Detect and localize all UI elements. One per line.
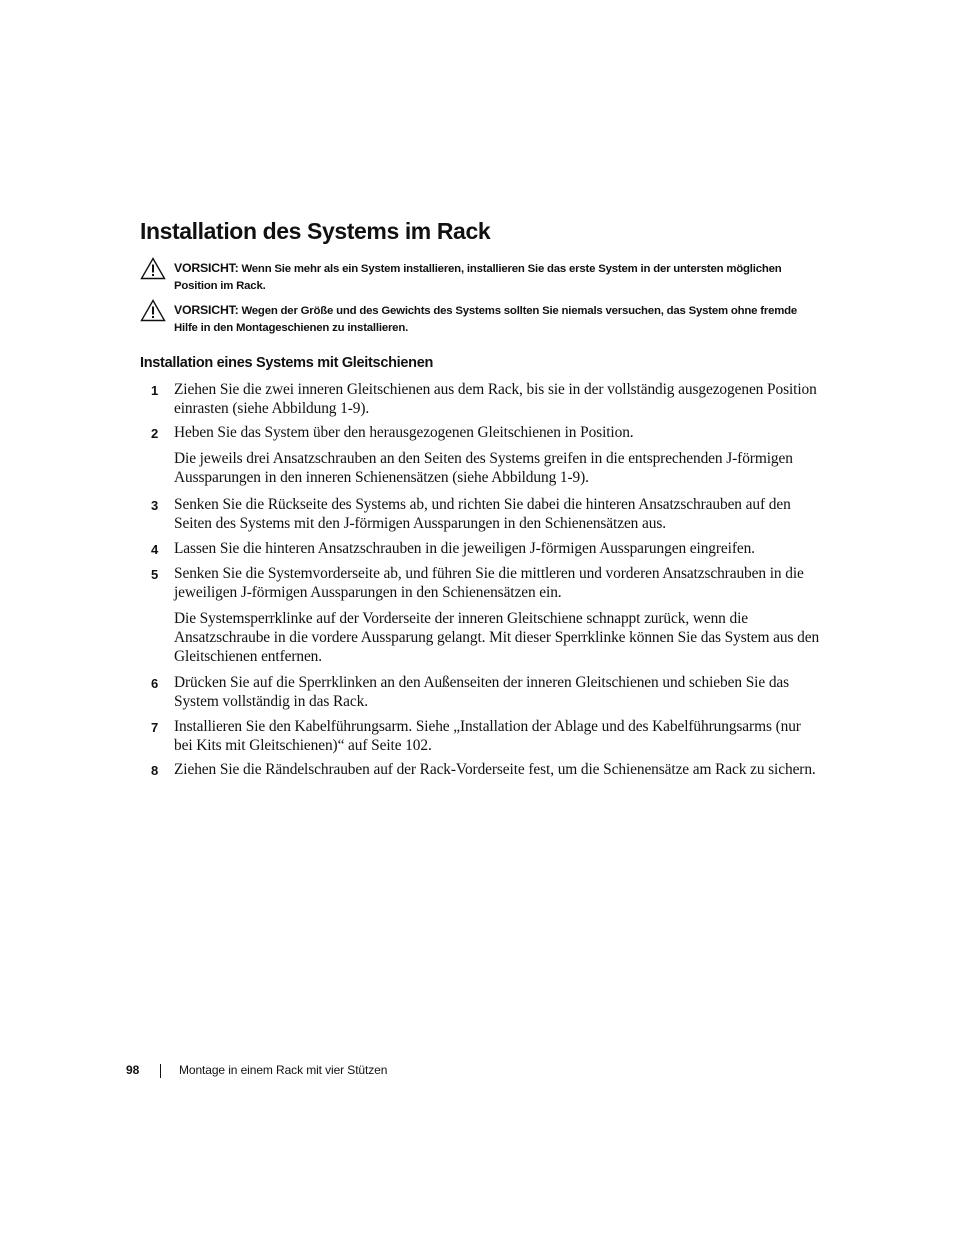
- caution-label: VORSICHT:: [174, 303, 239, 317]
- step-item: [140, 717, 820, 755]
- step-number: 3: [151, 498, 159, 513]
- footer-chapter-title: Montage in einem Rack mit vier Stützen: [179, 1063, 388, 1077]
- page-number: 98: [126, 1063, 140, 1077]
- step-text: Installieren Sie den Kabelführungsarm. Siehe „Installation der Ablage und des Kabelführungsarms (nur bei Kits mit Gleitschienen)“ auf Seite 102.: [174, 718, 801, 754]
- warning-triangle-icon: [140, 299, 166, 322]
- caution-label: VORSICHT:: [174, 261, 239, 275]
- step-item: [140, 564, 820, 666]
- step-item: [140, 380, 820, 418]
- step-text: Senken Sie die Systemvorderseite ab, und führen Sie die mittleren und vorderen Ansatzschrauben in die jeweiligen J-förmigen Aussparungen in den Schienensätzen ein.: [174, 565, 804, 601]
- footer-divider: [160, 1064, 161, 1078]
- step-text: Heben Sie das System über den herausgezogenen Gleitschienen in Position.: [174, 424, 634, 441]
- step-number: 4: [151, 542, 159, 557]
- step-text: Ziehen Sie die Rändelschrauben auf der Rack-Vorderseite fest, um die Schienensätze am Rack zu sichern.: [174, 761, 816, 778]
- step-number: 8: [151, 763, 159, 778]
- section-heading: Installation eines Systems mit Gleitschienen: [140, 355, 434, 371]
- warning-triangle-icon: [140, 257, 166, 280]
- step-item: [140, 760, 820, 779]
- step-number: 2: [151, 426, 159, 441]
- step-text: Senken Sie die Rückseite des Systems ab, und richten Sie dabei die hinteren Ansatzschrauben auf den Seiten des Systems mit den J-förmigen Aussparungen in den Schienensätzen aus.: [174, 496, 791, 532]
- caution-notice: [140, 260, 800, 295]
- step-text: Drücken Sie auf die Sperrklinken an den Außenseiten der inneren Gleitschienen und schieben Sie das System vollständig in das Rack.: [174, 674, 790, 710]
- caution-text: [174, 302, 800, 337]
- step-note: Die jeweils drei Ansatzschrauben an den Seiten des Systems greifen in die entsprechenden J-förmigen Aussparungen in den inneren Schienensätzen (siehe Abbildung 1-9).: [174, 450, 793, 486]
- caution-notice: [140, 302, 800, 337]
- step-item: [140, 539, 820, 558]
- step-number: 6: [151, 676, 159, 691]
- step-item: [140, 423, 820, 487]
- step-number: 7: [151, 720, 159, 735]
- step-item: [140, 673, 820, 711]
- caution-message: Wenn Sie mehr als ein System installieren, installieren Sie das erste System in der untersten möglichen Position im Rack.: [174, 263, 782, 292]
- caution-text: [174, 260, 800, 295]
- step-number: 1: [151, 383, 159, 398]
- caution-message: Wegen der Größe und des Gewichts des Systems sollten Sie niemals versuchen, das System ohne fremde Hilfe in den Montageschienen zu installieren.: [174, 305, 798, 334]
- page-title: Installation des Systems im Rack: [140, 218, 491, 244]
- step-note: Die Systemsperrklinke auf der Vorderseite der inneren Gleitschiene schnappt zurück, wenn die Ansatzschraube in die vordere Aussparung gelangt. Mit dieser Sperrklinke können Sie das System aus den Gleitschienen entfernen.: [174, 610, 820, 665]
- step-number: 5: [151, 567, 159, 582]
- step-text: Lassen Sie die hinteren Ansatzschrauben in die jeweiligen J-förmigen Aussparungen eingreifen.: [174, 540, 755, 557]
- step-text: Ziehen Sie die zwei inneren Gleitschienen aus dem Rack, bis sie in der vollständig ausgezogenen Position einrasten (siehe Abbildung 1-9).: [174, 381, 817, 417]
- step-item: [140, 495, 820, 533]
